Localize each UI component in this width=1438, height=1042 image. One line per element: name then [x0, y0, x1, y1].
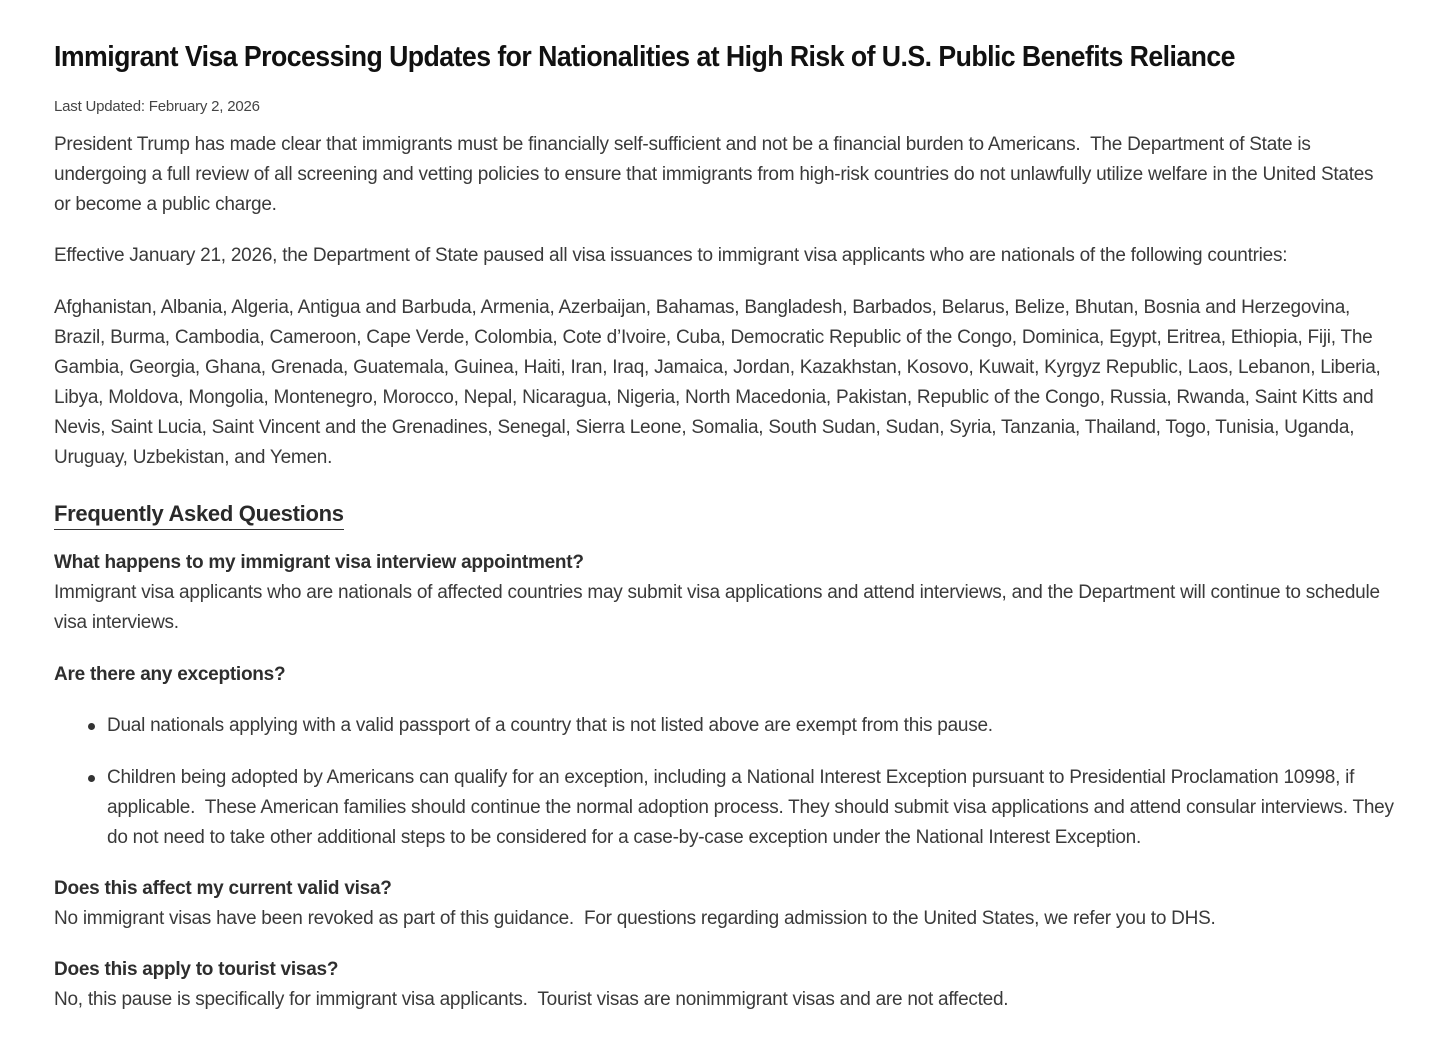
faq-item — [54, 660, 1399, 853]
faq-item — [54, 955, 1394, 1015]
faq-question: Does this apply to tourist visas? — [54, 959, 339, 980]
faq-item — [54, 548, 1394, 638]
exceptions-list — [54, 711, 1399, 853]
bullet-icon — [88, 775, 95, 782]
intro-paragraph: President Trump has made clear that immigrants must be financially self-sufficient and not be a financial burden to Americans. The Department of State is undergoing a full review of all screening and vetting policies to ensure that immigrants from high-risk countries do not unlawfully utilize welfare in the United States or become a public charge. — [54, 134, 1379, 215]
faq-answer: No, this pause is specifically for immigrant visa applicants. Tourist visas are nonimmigrant visas and are not affected. — [54, 989, 1009, 1010]
faq-section — [54, 473, 1399, 1015]
bullet-icon — [88, 723, 95, 730]
faq-question: What happens to my immigrant visa interview appointment? — [54, 552, 584, 573]
list-item-text: Children being adopted by Americans can qualify for an exception, including a National Interest Exception pursuant to Presidential Proclamation 10998, if applicable. These American families should continue the normal adoption process. They should submit visa applications and attend consular interviews. They do not need to take other additional steps to be considered for a case-by-case exception under the National Interest Exception. — [107, 767, 1399, 848]
list-item — [107, 711, 1394, 741]
faq-heading: Frequently Asked Questions — [54, 499, 344, 530]
faq-answer: Immigrant visa applicants who are nationals of affected countries may submit visa applications and attend interviews, and the Department will continue to schedule visa interviews. — [54, 582, 1380, 633]
affected-countries-list: Afghanistan, Albania, Algeria, Antigua and Barbuda, Armenia, Azerbaijan, Bahamas, Bangladesh, Barbados, Belarus, Belize, Bhutan, Bosnia and Herzegovina, Brazil, Burma, Cambodia, Cameroon, Cape Verde, Colombia, Cote d’Ivoire, Cuba, Democratic Republic of the Congo, Dominica, Egypt, Eritrea, Ethiopia, Fiji, The Gambia, Georgia, Ghana, Grenada, Guatemala, Guinea, Haiti, Iran, Iraq, Jamaica, Jordan, Kazakhstan, Kosovo, Kuwait, Kyrgyz Republic, Laos, Lebanon, Liberia, Libya, Moldova, Mongolia, Montenegro, Morocco, Nepal, Nicaragua, Nigeria, North Macedonia, Pakistan, Republic of the Congo, Russia, Rwanda, Saint Kitts and Nevis, Saint Lucia, Saint Vincent and the Grenadines, Senegal, Sierra Leone, Somalia, South Sudan, Sudan, Syria, Tanzania, Thailand, Togo, Tunisia, Uganda, Uruguay, Uzbekistan, and Yemen. — [54, 297, 1381, 468]
faq-item — [54, 874, 1394, 934]
faq-answer: No immigrant visas have been revoked as part of this guidance. For questions regarding admission to the United States, we refer you to DHS. — [54, 908, 1216, 929]
list-item — [107, 763, 1399, 853]
page-title: Immigrant Visa Processing Updates for Nationalities at High Risk of U.S. Public Benefits Reliance — [54, 41, 1235, 73]
effective-date-paragraph: Effective January 21, 2026, the Department of State paused all visa issuances to immigrant visa applicants who are nationals of the following countries: — [54, 245, 1288, 266]
last-updated-date: Last Updated: February 2, 2026 — [54, 98, 260, 115]
faq-question: Are there any exceptions? — [54, 664, 286, 685]
faq-question: Does this affect my current valid visa? — [54, 878, 392, 899]
list-item-text: Dual nationals applying with a valid passport of a country that is not listed above are exempt from this pause. — [107, 715, 993, 736]
